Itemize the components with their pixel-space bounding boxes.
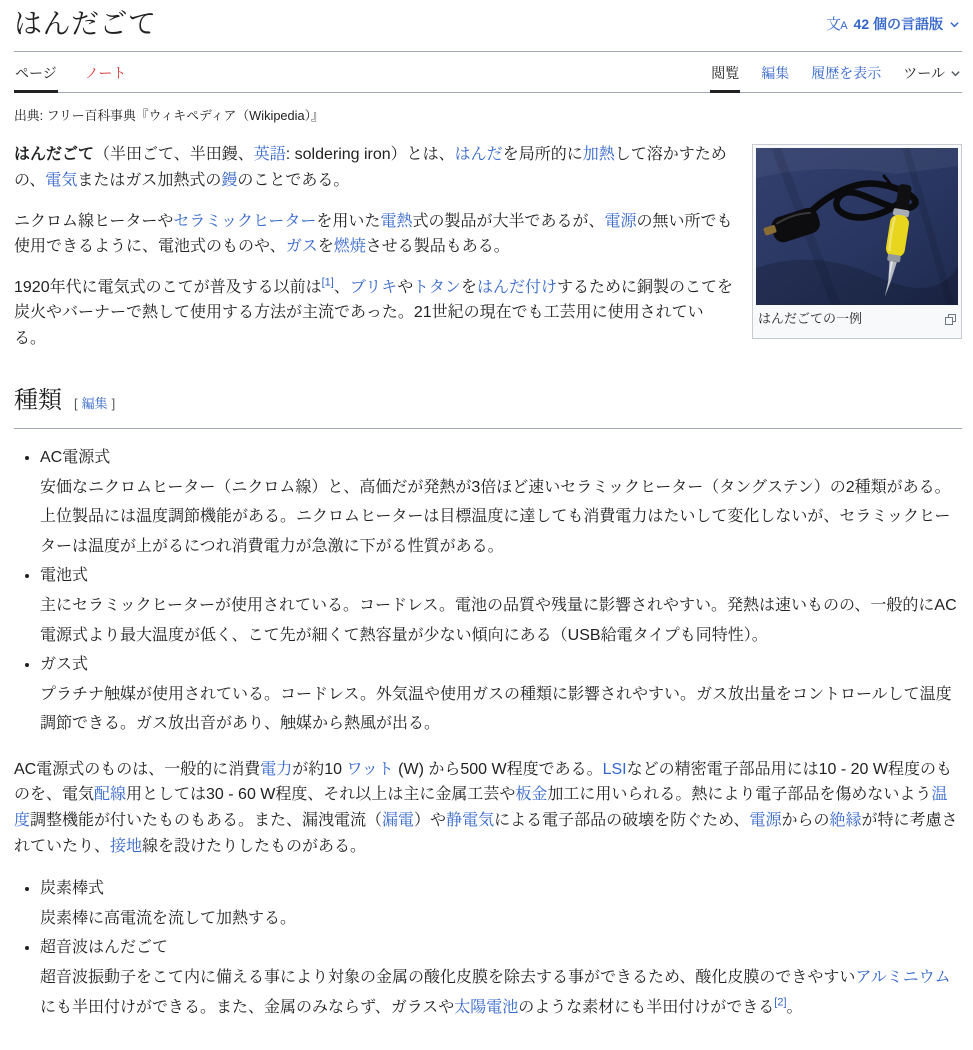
wiki-link[interactable]: 英語	[253, 146, 286, 164]
wiki-link[interactable]: はんだ	[454, 146, 503, 164]
reference-marker	[774, 996, 786, 1008]
paragraph-history: 1920年代に電気式のこてが普及する以前は[1]、ブリキやトタンをはんだ付けするために銅製のこてを炭火やバーナーで熱して使用する方法が主流であった。21世紀の現在でも工芸用に使用されている。	[14, 276, 733, 347]
wiki-link[interactable]: はんだ付け	[476, 278, 557, 296]
wiki-link[interactable]: トタン	[412, 278, 461, 296]
wiki-link[interactable]: ブリキ	[349, 278, 398, 296]
tab-read[interactable]: 閲覧	[710, 54, 740, 93]
wiki-link[interactable]: 電気	[45, 171, 78, 189]
wiki-link[interactable]: 電源	[749, 812, 782, 830]
wiki-link[interactable]: 静電気	[446, 812, 495, 830]
edit-section: [ 編集 ]	[74, 395, 116, 411]
wiki-link[interactable]: 燃焼	[333, 238, 366, 256]
type-description: 炭素棒に高電流を流して加熱する。	[40, 909, 297, 927]
title-divider	[14, 51, 962, 52]
page-header	[14, 6, 962, 42]
wiki-link[interactable]: 電源	[604, 212, 637, 230]
tab-talk[interactable]: ノート	[84, 65, 127, 82]
wiki-link[interactable]: 太陽電池	[454, 998, 519, 1016]
section-title: 種類	[14, 386, 62, 414]
reference-link[interactable]: [1]	[321, 276, 334, 289]
image-caption: はんだごての一例	[758, 311, 863, 327]
page-title: はんだごて	[14, 8, 157, 39]
list-item	[40, 561, 962, 650]
list-item	[40, 874, 962, 933]
type-description: プラチナ触媒が使用されている。コードレス。外気温や使用ガスの種類に影響されやすい。ガス放出量をコントロールして温度調節できる。ガス放出音があり、触媒から熱風が出る。	[40, 685, 952, 733]
tools-menu-button[interactable]	[902, 54, 962, 93]
wiki-link[interactable]: 接地	[110, 837, 143, 855]
tab-history[interactable]: 履歴を表示	[811, 65, 882, 82]
type-term: • ガス式	[40, 656, 89, 674]
type-term: • 超音波はんだごて	[40, 939, 169, 957]
article-tab-bar	[14, 54, 962, 93]
article-thumbnail	[752, 144, 962, 339]
reference-marker	[322, 276, 334, 288]
chevron-down-icon	[949, 19, 960, 30]
language-selector-button[interactable]	[824, 10, 962, 38]
paragraph-heaters: ニクロム線ヒーターやセラミックヒーターを用いた電熱式の製品が大半であるが、電源の無い所でも使用できるように、電池式のものや、ガスを燃焼させる製品もある。	[14, 212, 733, 256]
image-caption-row	[756, 305, 958, 335]
wiki-link[interactable]: アルミニウム	[855, 969, 951, 987]
list-item	[40, 650, 962, 739]
section-heading-types	[14, 382, 962, 429]
type-term: • AC電源式	[40, 448, 111, 466]
type-term: • 炭素棒式	[40, 880, 105, 898]
article-content	[14, 142, 962, 1022]
type-description: 超音波振動子をこて内に備える事により対象の金属の酸化皮膜を除去する事ができるため、酸化皮膜のできやすいアルミニウムにも半田付けができる。また、金属のみならず、ガラスや太陽電池のような素材にも半田付けができる[2]。	[40, 969, 951, 1016]
chevron-down-icon	[950, 68, 961, 79]
tools-label: ツール	[903, 65, 945, 82]
wiki-link[interactable]: 絶縁	[829, 812, 862, 830]
wiki-link[interactable]: ワット	[346, 760, 394, 778]
wiki-link[interactable]: 鏝	[221, 171, 238, 189]
language-icon: 文 A	[826, 15, 848, 33]
lead-paragraph: はんだごて（半田ごて、半田鏝、英語: soldering iron）とは、はんだを局所的に加熱して溶かすための、電気またはガス加熱式の鏝のことである。	[14, 146, 727, 189]
expand-icon[interactable]	[945, 312, 956, 331]
wiki-link[interactable]: 配線	[94, 786, 127, 804]
wiki-link[interactable]: 漏電	[382, 812, 415, 830]
namespace-tabs	[14, 54, 127, 92]
list-item	[40, 933, 962, 1022]
bold-term: はんだごて	[14, 146, 95, 164]
view-tabs	[710, 54, 962, 92]
wiki-link[interactable]: セラミックヒーター	[173, 212, 317, 230]
type-term: • 電池式	[40, 567, 89, 585]
wiki-link[interactable]: 電力	[260, 760, 293, 778]
wiki-link[interactable]: ガス	[285, 238, 318, 256]
edit-section-link[interactable]: 編集	[81, 395, 108, 411]
soldering-iron-image[interactable]	[756, 148, 958, 305]
extra-type-list	[14, 874, 962, 1022]
wiki-link[interactable]: LSI	[602, 760, 627, 778]
reference-link[interactable]: [2]	[774, 996, 787, 1009]
wiki-link[interactable]: 板金	[515, 786, 548, 804]
site-tagline: 出典: フリー百科事典『ウィキペディア（Wikipedia）』	[14, 108, 324, 124]
tab-edit[interactable]: 編集	[761, 65, 790, 82]
tab-page[interactable]: ページ	[14, 54, 58, 93]
wiki-link[interactable]: 温度	[14, 786, 948, 830]
list-item	[40, 443, 962, 561]
type-list	[14, 443, 962, 739]
wiki-link[interactable]: 加熱	[582, 146, 615, 164]
paragraph-wattage: AC電源式のものは、一般的に消費電力が約10 ワット (W) から500 W程度である。LSIなどの精密電子部品用には10 - 20 W程度のものを、電気配線用としては30 - 60 W程度、それ以上は主に金属工芸や板金加工に用いられる。熱により電子部品を傷めないよう温度調整機能が付いたものもある。また、漏洩電流（漏電）や静電気による電子部品の破壊を防ぐため、電源からの絶縁が特に考慮されていたり、接地線を設けたりしたものがある。	[14, 760, 958, 855]
type-description: 主にセラミックヒーターが使用されている。コードレス。電池の品質や残量に影響されやすい。発熱は速いものの、一般的にAC電源式より最大温度が低く、こて先が細くて熱容量が少ない傾向にある（USB給電タイプも同特性）。	[40, 596, 957, 644]
wiki-link[interactable]: 電熱	[380, 212, 413, 230]
language-count-label: 42 個の言語版	[853, 16, 943, 33]
type-description: 安価なニクロムヒーター（ニクロム線）と、高価だが発熱が3倍ほど速いセラミックヒーター（タングステン）の2種類がある。上位製品には温度調節機能がある。ニクロムヒーターは目標温度に達しても消費電力はたいして変化しないが、セラミックヒーターは温度が上がるにつれ消費電力が急激に下がる性質がある。	[40, 478, 951, 555]
